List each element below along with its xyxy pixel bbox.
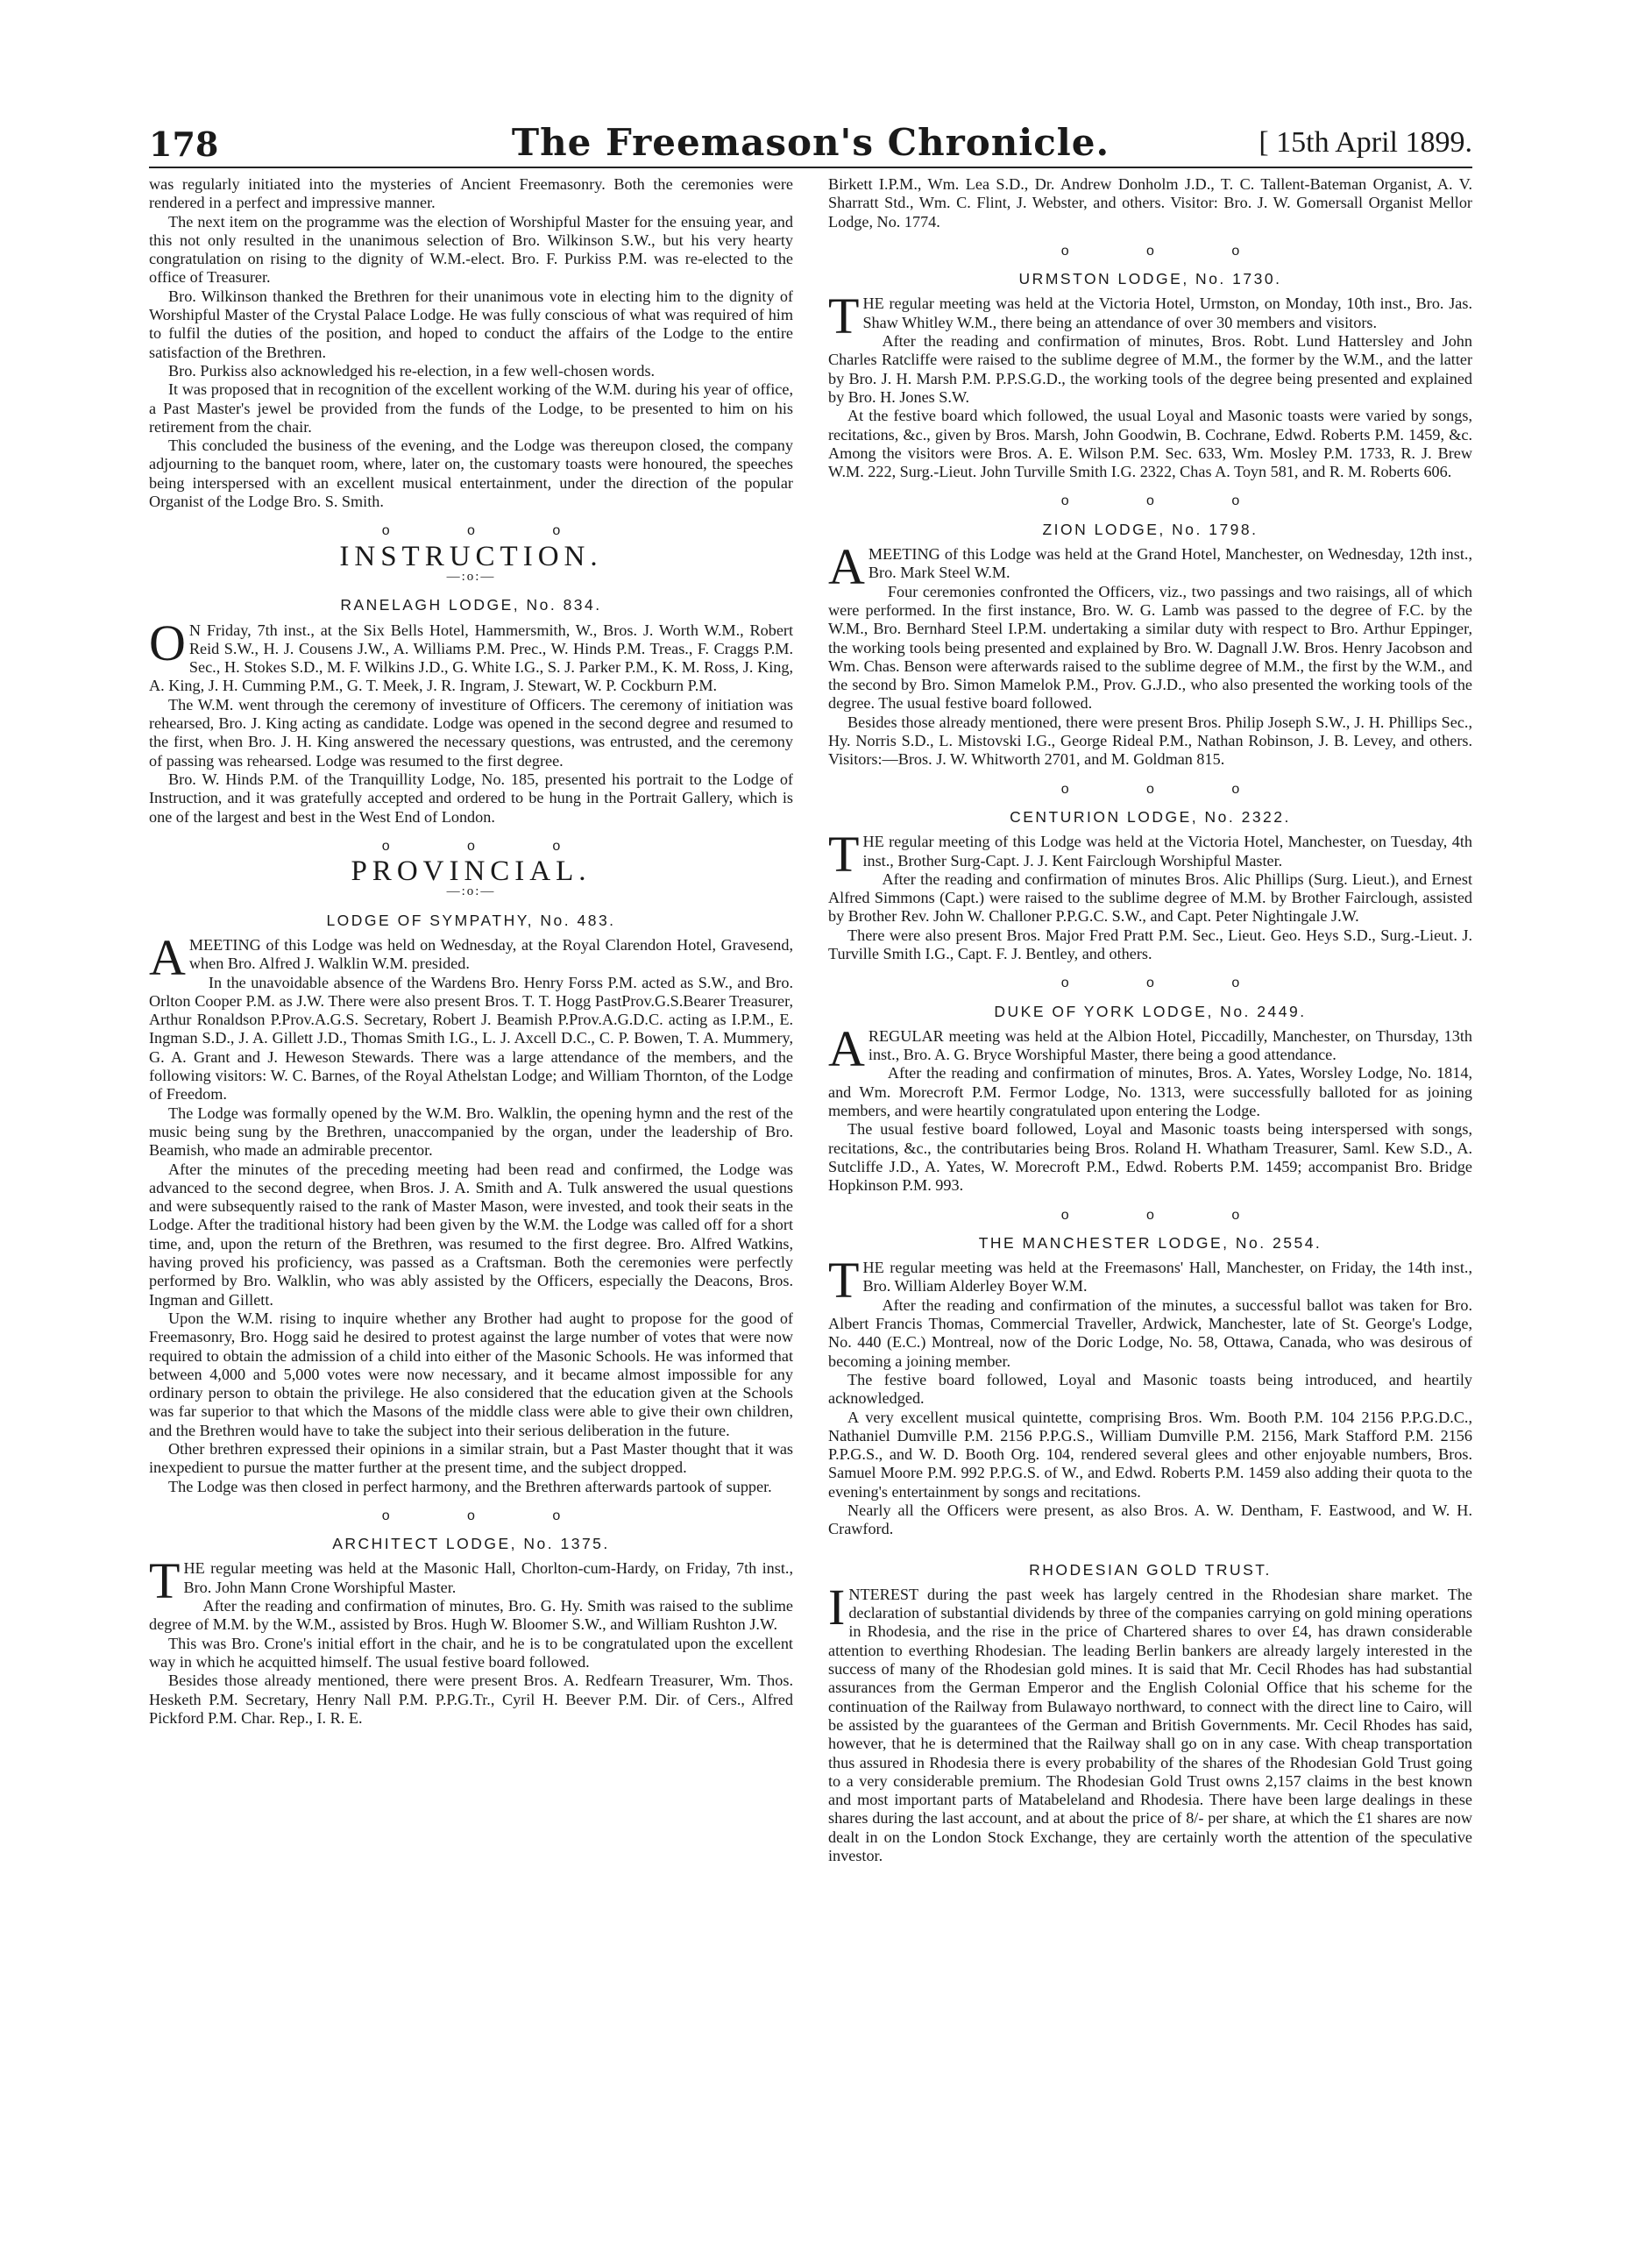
section-ornament: o o o [1060, 493, 1277, 509]
page-header [149, 121, 1472, 168]
article-lead [149, 614, 793, 696]
left-column [149, 175, 793, 1728]
drop-cap: T [828, 1252, 860, 1310]
article-paragraph: After the reading and confirmation of minutes, Bros. A. Yates, Worsley Lodge, No. 1814, and Wm. Morecroft P.M. Fermor Lodge, No. 1313, were successfully balloted for as joining members, and were heartily congratulated upon entering the Lodge. [828, 1064, 1472, 1120]
article-lead [828, 826, 1472, 884]
lead-text: HE regular meeting was held at the Victoria Hotel, Urmston, on Monday, 10th inst., Bro. Jas. Shaw Whitley W.M., there being an attendance of over 30 members and visitors. [862, 295, 1472, 331]
article-paragraph: This concluded the business of the evening, and the Lodge was thereupon closed, the company adjourning to the banquet room, where, later on, the customary toasts were honoured, the speeches being interspersed with an excellent musical entertainment, under the direction of the popular Organist of the Lodge Bro. S. Smith. [149, 437, 793, 511]
page-number: 178 [149, 124, 219, 164]
article-lead [828, 1578, 1472, 1865]
article-heading-rhodesian: RHODESIAN GOLD TRUST. [1029, 1560, 1272, 1579]
article-paragraph: Bro. Wilkinson thanked the Brethren for their unanimous vote in electing him to the dignity of Worshipful Master of the Crystal Palace Lodge. He was fully conscious of what was required of him to fulfil the duties of the position, and hoped to conduct the affairs of the Lodge to the entire satisfaction of the Brethren. [149, 287, 793, 361]
article-paragraph: The Lodge was then closed in perfect harmony, and the Brethren afterwards partook of supper. [168, 1477, 772, 1495]
article-paragraph: Besides those already mentioned, there were present Bros. Philip Joseph S.W., J. H. Phillips Sec., Hy. Norris S.D., L. Mistovski I.G., George Rideal P.M., Nathan Robinson, J. B. Levey, and others. Visitors:—Bros. J. W. Whitworth 2701, and M. Goldman 815. [828, 713, 1472, 769]
article-paragraph: After the reading and confirmation of the minutes, a successful ballot was taken for Bro. Albert Francis Thomas, Commercial Traveller, Ardwick, Manchester, late of St. George's Lodge, No. 440 (E.C.) Montreal, now of the Doric Lodge, No. 58, Ottawa, Canada, who was desirous of becoming a joining member. [828, 1295, 1472, 1370]
article-lead [828, 538, 1472, 596]
article-paragraph: Nearly all the Officers were present, as also Bros. A. W. Dentham, F. Eastwood, and W. H. Crawford. [828, 1501, 1472, 1538]
section-title-provincial: PROVINCIAL. [351, 855, 592, 888]
article-paragraph: After the reading and confirmation of minutes Bros. Alic Phillips (Surg. Lieut.), and Ernest Alfred Simmons (Capt.) were raised to the sublime degree of M.M. by Brother Fairclough, assisted by Brother Rev. John W. Challoner P.P.G.C. S.W., and Capt. Peter Nightingale J.W. [828, 869, 1472, 926]
section-ornament: o o o [1060, 976, 1277, 991]
spacer [828, 1539, 1472, 1551]
article-paragraph: Bro. Purkiss also acknowledged his re-election, in a few well-chosen words. [168, 361, 656, 380]
article-paragraph: A very excellent musical quintette, comprising Bros. Wm. Booth P.M. 104 2156 P.P.G.D.C., Nathaniel Dumville P.M. 2156 P.P.G.S., William Dumville P.M. 2156, Mark Stafford P.M. 2156 P.P.G.S., and W. D. Booth Org. 104, rendered several glees and other enjoyable numbers, Bros. Samuel Moore P.M. 992 P.P.G.S. of W., and Edwd. Roberts P.M. 1459 also adding their quota to the evening's entertainment by songs and recitations. [828, 1408, 1472, 1501]
lodge-heading-duke-of-york: DUKE OF YORK LODGE, No. 2449. [994, 1002, 1307, 1020]
article-lead [149, 928, 793, 986]
article-paragraph: At the festive board which followed, the usual Loyal and Masonic toasts were varied by songs, recitations, &c., given by Bros. Marsh, John Goodwin, B. Cochrane, Edwd. Roberts P.M. 1459, &c. Among the visitors were Bros. A. E. Wilson P.M. Sec. 633, Wm. Mosley P.M. 1733, R. J. Brew W.M. 222, Surg.-Lieut. John Turville Smith I.G. 2322, Chas A. Toyn 581, and R. M. Roberts 606. [828, 407, 1472, 481]
article-paragraph: Bro. W. Hinds P.M. of the Tranquillity Lodge, No. 185, presented his portrait to the Lodge of Instruction, and it was gratefully accepted and ordered to be hung in the Portrait Gallery, which is one of the largest and best in the West End of London. [149, 770, 793, 826]
lead-text: MEETING of this Lodge was held at the Grand Hotel, Manchester, on Wednesday, 12th inst., Bro. Mark Steel W.M. [868, 545, 1472, 582]
article-paragraph: was regularly initiated into the mysteries of Ancient Freemasonry. Both the ceremonies were rendered in a perfect and impressive manner. [149, 175, 793, 212]
article-paragraph: The Lodge was formally opened by the W.M. Bro. Walklin, the opening hymn and the rest of the music being sung by the Brethren, unaccompanied by the organ, under the leadership of Bro. Beamish, who made an admirable precentor. [149, 1104, 793, 1160]
lead-text: HE regular meeting was held at the Freemasons' Hall, Manchester, on Friday, the 14th inst., Bro. William Alderley Boyer W.M. [862, 1259, 1472, 1295]
masthead-title: The Freemason's Chronicle. [511, 121, 1110, 164]
lodge-heading-zion: ZION LODGE, No. 1798. [1042, 520, 1258, 538]
section-ornament: o o o [381, 1508, 598, 1523]
section-ornament: o o o [1060, 781, 1277, 797]
section-ornament: o o o [1060, 1207, 1277, 1223]
article-paragraph: Four ceremonies confronted the Officers, viz., two passings and two raisings, all of which were performed. In the first instance, Bro. W. G. Lamb was passed to the degree of F.C. by the W.M., Bro. Bernhard Steel I.P.M. undertaking a similar duty with respect to Bro. Arthur Eppinger, the working tools being presented and explained by Bro. W. Dagnall J.W. Bros. Henry Jacobson and Wm. Chas. Benson were afterwards raised to the sublime degree of M.M., the first by the W.M., and the second by Bro. Simon Mamelok P.M., Prov. G.J.D., who also presented the working tools of the degree. The usual festive board followed. [828, 582, 1472, 713]
lodge-heading-centurion: CENTURION LODGE, No. 2322. [1010, 807, 1291, 826]
article-paragraph: The festive board followed, Loyal and Masonic toasts being introduced, and heartily acknowledged. [828, 1370, 1472, 1408]
article-paragraph: The usual festive board followed, Loyal and Masonic toasts being interspersed with songs, recitations, &c., the contributaries being Bros. Roland H. Whatham Treasurer, Saml. Kew S.D., A. Sutcliffe J.D., A. Yates, W. Morecroft P.M., Edwd. Roberts P.M. 1459; accompanist Bro. Bridge Hopkinson P.M. 993. [828, 1120, 1472, 1195]
article-paragraph: In the unavoidable absence of the Wardens Bro. Henry Forss P.M. acted as S.W., and Bro. Orlton Cooper P.M. as J.W. There were also present Bros. T. T. Hogg PastProv.G.S.Bearer Treasurer, Arthur Ronaldson P.Prov.A.G.S. Secretary, Robert J. Beamish P.Prov.A.G.D.C. acting as I.P.M., E. Ingman S.D., J. A. Gillett J.D., Thomas Smith I.G., L. J. Axcell D.C., C. P. Bowen, T. A. Mummery, G. A. Grant and J. Heweson Stewards. There was a large attendance of the members, and the following visitors: W. C. Barnes, of the Royal Athelstan Lodge; and William Thornton, of the Lodge of Freedom. [149, 973, 793, 1104]
article-paragraph: Besides those already mentioned, there were present Bros. A. Redfearn Treasurer, Wm. Thos. Hesketh P.M. Secretary, Henry Nall P.M. P.P.G.Tr., Cyril H. Beever P.M. Dir. of Cers., Alfred Pickford P.M. Char. Rep., I. R. E. [149, 1672, 793, 1727]
lodge-heading-sympathy: LODGE OF SYMPATHY, No. 483. [326, 911, 616, 929]
article-paragraph: Birkett I.P.M., Wm. Lea S.D., Dr. Andrew Donholm J.D., T. C. Tallent-Bateman Organist, A. V. Sharratt Std., Wm. C. Flint, J. Webster, and others. Visitor: Bro. J. W. Gomersall Organist Mellor Lodge, No. 1774. [828, 175, 1472, 231]
section-ornament: o o o [1060, 243, 1277, 259]
article-paragraph: This was Bro. Crone's initial effort in the chair, and he is to be congratulated upon the excellent way in which he acquitted himself. The usual festive board followed. [149, 1634, 793, 1671]
article-paragraph: After the reading and confirmation of minutes, Bro. G. Hy. Smith was raised to the sublime degree of M.M. by the W.M., assisted by Bros. Hugh W. Bloomer S.W., and William Rushton J.W. [149, 1597, 793, 1634]
drop-cap: T [828, 287, 860, 345]
article-paragraph: It was proposed that in recognition of the excellent working of the W.M. during his year of office, a Past Master's jewel be provided from the funds of the Lodge, to be presented to him on his retirement from the chair. [149, 380, 793, 436]
drop-cap: T [149, 1552, 181, 1610]
article-paragraph: The W.M. went through the ceremony of investiture of Officers. The ceremony of initiation was rehearsed, Bro. J. King acting as candidate. Lodge was opened in the second degree and resumed to the first, when Bro. J. H. King answered the necessary questions, was entrusted, and the ceremony of passing was rehearsed. Lodge was resumed to the first degree. [149, 695, 793, 770]
lodge-heading-urmston: URMSTON LODGE, No. 1730. [1018, 270, 1282, 288]
section-ornament: o o o [381, 838, 598, 854]
article-lead [149, 1552, 793, 1610]
right-column [828, 175, 1472, 1865]
lodge-heading-architect: ARCHITECT LODGE, No. 1375. [332, 1535, 610, 1553]
article-lead [828, 1252, 1472, 1310]
lead-text: NTEREST during the past week has largely centred in the Rhodesian share market. The declaration of substantial dividends by three of the companies carrying on gold mining operations in Rhodesia, and the rise in the price of Chartered shares to over £4, has drawn considerable attention to everthing Rhodesian. The leading Berlin bankers are already largely interested in the success of many of the Rhodesian gold mines. It is said that Mr. Cecil Rhodes has had substantial assurances from the German Emperor and the English Colonial Office that his scheme for the continuation of the Railway from Bulawayo northward, to connect with the direct line to Cairo, will be assisted by the guarantees of the German and British Governments. Mr. Cecil Rhodes has said, however, that he is determined that the Railway shall go on in any case. With cheap transportation thus assured in Rhodesia there is every probability of the shares of the Rhodesian Gold Trust going to a very considerable premium. The Rhodesian Gold Trust owns 2,157 claims in the best known and most important parts of Matabeleland and Rhodesia. There have been large dealings in these shares during the last account, and at about the price of 8/- per share, at which the £1 shares are now dealt in on the London Stock Exchange, they are certainly worth the attention of the speculative investor. [828, 1585, 1472, 1865]
article-paragraph: After the minutes of the preceding meeting had been read and confirmed, the Lodge was advanced to the second degree, when Bros. J. A. Smith and A. Tulk answered the usual questions and were subsequently raised to the rank of Master Mason, were invested, and took their seats in the Lodge. After the traditional history had been given by the W.M. the Lodge was called off for a short time, and, upon the return of the Brethren, was resumed to the first degree. Bro. Alfred Watkins, having proved his proficiency, was passed as a Craftsman. Both the ceremonies were perfectly performed by Bro. Walklin, who was ably assisted by the Officers, especially the Deacons, Bros. Ingman and Gillett. [149, 1160, 793, 1309]
drop-cap: T [828, 826, 860, 884]
lodge-heading-manchester: THE MANCHESTER LODGE, No. 2554. [978, 1233, 1322, 1252]
article-paragraph: After the reading and confirmation of minutes, Bros. Robt. Lund Hattersley and John Charles Ratcliffe were raised to the sublime degree of M.M., the former by the W.M., and the latter by Bro. J. H. Marsh P.M. P.P.S.G.D., the working tools of the degree being presented and explained by Bro. H. Jones S.W. [828, 332, 1472, 406]
drop-cap: A [149, 928, 186, 986]
drop-cap: A [828, 1019, 865, 1077]
lead-text: MEETING of this Lodge was held on Wednesday, at the Royal Clarendon Hotel, Gravesend, when Bro. Alfred J. Walklin W.M. presided. [188, 935, 793, 973]
lead-text: N Friday, 7th inst., at the Six Bells Hotel, Hammersmith, W., Bros. J. Worth W.M., Robert Reid S.W., H. J. Cousens J.W., A. Williams P.M. Prec., W. Hinds P.M. Treas., F. Craggs P.M. Sec., H. Stokes S.D., M. F. Wilkins J.D., G. White I.G., S. J. Parker P.M., K. M. Ross, J. King, A. King, J. H. Cumming P.M., G. T. Meek, J. R. Ingram, J. Stewart, W. P. Cockburn P.M. [149, 621, 793, 695]
lead-text: HE regular meeting was held at the Masonic Hall, Chorlton-cum-Hardy, on Friday, 7th inst., Bro. John Mann Crone Worshipful Master. [183, 1559, 793, 1596]
drop-cap: A [828, 538, 865, 596]
lead-text: REGULAR meeting was held at the Albion Hotel, Piccadilly, Manchester, on Thursday, 13th inst., Bro. A. G. Bryce Worshipful Master, there being a good attendance. [868, 1026, 1472, 1064]
drop-cap: I [828, 1578, 846, 1636]
section-title-instruction: INSTRUCTION. [339, 540, 603, 572]
article-lead [828, 1019, 1472, 1077]
article-lead [828, 287, 1472, 345]
issue-date: [ 15th April 1899. [1258, 126, 1472, 159]
section-rule: —:o:— [446, 884, 496, 899]
article-paragraph: There were also present Bros. Major Fred Pratt P.M. Sec., Lieut. Geo. Heys S.D., Surg.-Lieut. J. Turville Smith I.G., Capt. F. J. Bentley, and others. [828, 926, 1472, 962]
lodge-heading-ranelagh: RANELAGH LODGE, No. 834. [340, 596, 602, 614]
article-paragraph: Other brethren expressed their opinions in a similar strain, but a Past Master thought that it was inexpedient to pursue the matter further at the present time, and the subject dropped. [149, 1440, 793, 1477]
section-rule: —:o:— [446, 569, 496, 584]
article-paragraph: Upon the W.M. rising to inquire whether any Brother had aught to propose for the good of Freemasonry, Bro. Hogg said he desired to protest against the large number of votes that were now required to obtain the admission of a child into either of the Masonic Schools. He was informed that between 4,000 and 5,000 votes were now necessary, and it became almost impossible for any ordinary person to obtain the privilege. He also considered that the education given at the Schools was far superior to that which the Masons of the middle class were able to give their own children, and the Brethren would have to take the subject into their serious deliberation in the future. [149, 1309, 793, 1439]
article-paragraph: The next item on the programme was the election of Worshipful Master for the ensuing year, and this not only resulted in the unanimous selection of Bro. Wilkinson S.W., but his very hearty congratulation on rising to the dignity of W.M.-elect. Bro. F. Purkiss P.M. was re-elected to the office of Treasurer. [149, 212, 793, 287]
lead-text: HE regular meeting of this Lodge was held at the Victoria Hotel, Manchester, on Tuesday, 4th inst., Brother Surg-Capt. J. J. Kent Fairclough Worshipful Master. [862, 833, 1472, 869]
drop-cap: O [149, 614, 186, 671]
section-ornament: o o o [381, 523, 598, 539]
